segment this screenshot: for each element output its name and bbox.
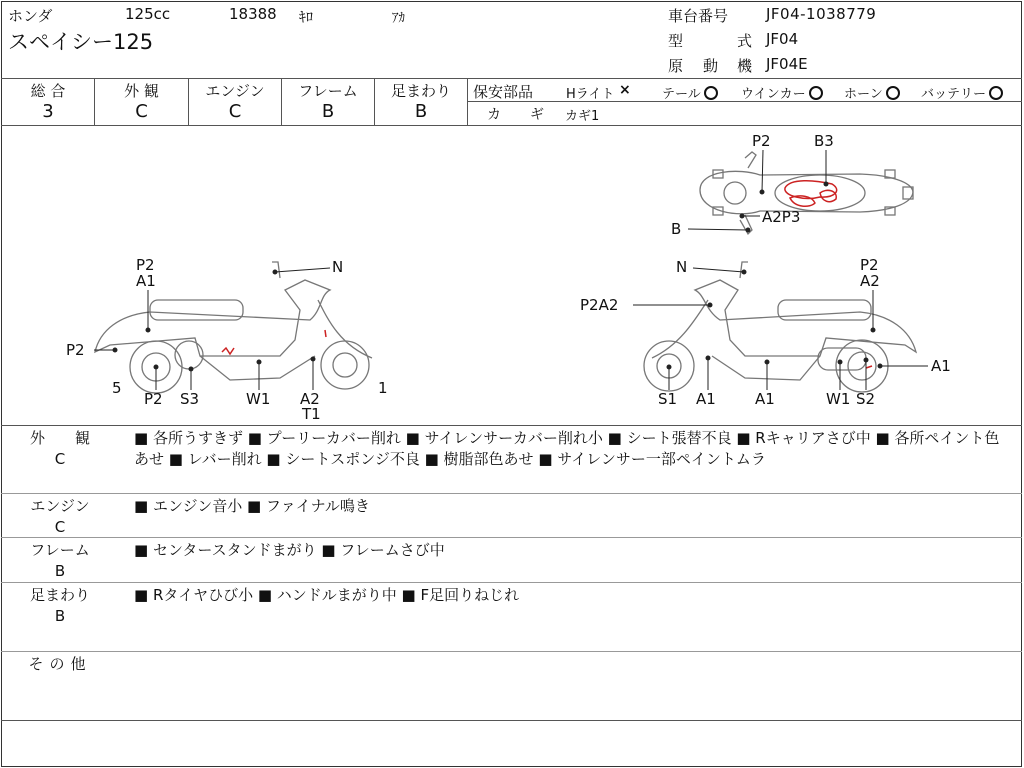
label-left-t1: T1 — [302, 405, 321, 423]
battery-status — [921, 83, 1003, 102]
winker-label: ウインカー — [741, 87, 806, 102]
key-label-a: カ — [487, 107, 501, 123]
rule — [1, 651, 1022, 652]
remark-text-exterior: ■ 各所うすきず ■ プーリーカバー削れ ■ サイレンサーカバー削れ小 ■ シート張替不良 ■ Rキャリアさび中 ■ 各所ペイント色あせ ■ レバー削れ ■ シートスポンジ不良 ■ 樹脂部色あせ ■ サイレンサー一部ペイントムラ — [134, 429, 1000, 468]
damage-diagram — [0, 126, 1022, 426]
mileage-unit: ｷﾛ — [299, 10, 313, 26]
rule — [1, 720, 1022, 721]
headlight-label: Hライト — [566, 87, 615, 102]
ok-circle-icon — [989, 86, 1003, 100]
damage-mark — [325, 330, 326, 337]
key-label-b: ギ — [530, 107, 544, 123]
engine-label-c: 機 — [737, 57, 753, 75]
ok-circle-icon — [704, 86, 718, 100]
label-left-p2-bottom: P2 — [144, 390, 163, 408]
winker-status — [741, 83, 823, 102]
displacement: 125cc — [125, 5, 171, 23]
label-right-p2: P2 — [860, 256, 879, 274]
rule — [1, 582, 1022, 583]
label-left-p2: P2 — [136, 256, 155, 274]
top-view-scooter — [700, 152, 913, 234]
remark-grade: B — [54, 562, 66, 580]
overall-label: 総 合 — [30, 82, 66, 100]
color: ｱｶ — [392, 11, 405, 26]
label-top-b: B — [671, 220, 682, 238]
suspension-grade: B — [414, 101, 428, 122]
ok-circle-icon — [809, 86, 823, 100]
engine-value: JF04E — [766, 55, 808, 73]
label-right-a2: A2 — [860, 272, 880, 290]
label-top-p2: P2 — [752, 132, 771, 150]
remark-cat-b: 観 — [75, 429, 91, 447]
label-left-p2-rear: P2 — [66, 341, 85, 359]
label-right-s1: S1 — [658, 390, 678, 408]
remark-category-frame — [22, 540, 98, 582]
frame-no: JF04-1038779 — [766, 5, 877, 23]
remark-category-engine — [22, 496, 98, 538]
damage-mark — [222, 348, 234, 354]
label-right-a1: A1 — [696, 390, 716, 408]
remark-category-other: その他 — [28, 655, 92, 673]
horn-label: ホーン — [844, 87, 883, 102]
label-left-5: 5 — [112, 379, 122, 397]
damage-mark — [866, 366, 872, 368]
label-left-n: N — [332, 258, 344, 276]
label-left-w1: W1 — [246, 390, 271, 408]
remark-cat-a: 外 — [29, 429, 45, 447]
label-right-n: N — [676, 258, 688, 276]
rule — [1, 493, 1022, 494]
remark-grade: C — [54, 518, 66, 536]
rule — [1, 537, 1022, 538]
label-right-a1-front: A1 — [931, 357, 951, 375]
label-top-a2p3: A2P3 — [762, 208, 801, 226]
engine-label-b: 動 — [703, 57, 719, 75]
remark-category-exterior — [22, 428, 98, 470]
mileage: 18388 — [229, 5, 277, 23]
remark-cat-a: 足まわり — [29, 586, 90, 604]
tail-label: テール — [662, 87, 701, 102]
remark-category-suspension — [22, 585, 98, 627]
horn-status — [844, 83, 900, 102]
remark-cat-a: フレーム — [30, 541, 90, 559]
exterior-label: 外 観 — [124, 82, 159, 100]
label-right-s2: S2 — [856, 390, 876, 408]
model-name: スペイシー125 — [8, 30, 154, 54]
type-label-b: 式 — [737, 32, 753, 50]
label-left-a1: A1 — [136, 272, 156, 290]
ok-circle-icon — [886, 86, 900, 100]
safety-label: 保安部品 — [473, 83, 534, 101]
remark-grade: C — [54, 450, 66, 468]
rule — [1, 425, 1022, 426]
headlight-mark: × — [619, 82, 631, 98]
rule — [1, 78, 1022, 79]
label-left-a2: A2 — [300, 390, 320, 408]
remark-text-suspension: ■ Rタイヤひび小 ■ ハンドルまがり中 ■ F足回りねじれ — [134, 586, 520, 604]
battery-label: バッテリー — [921, 87, 987, 102]
label-left-s3: S3 — [180, 390, 200, 408]
frame-no-label: 車台番号 — [668, 7, 729, 25]
remark-text-engine: ■ エンジン音小 ■ ファイナル鳴き — [134, 497, 370, 515]
leader-lines — [94, 150, 928, 390]
label-left-1: 1 — [378, 379, 388, 397]
key-value: カギ1 — [565, 109, 600, 124]
rule — [467, 78, 468, 125]
engine-grade: C — [228, 101, 242, 122]
type-value: JF04 — [766, 30, 799, 48]
suspension-grade-label: 足まわり — [390, 82, 451, 100]
label-right-a1-mid: A1 — [755, 390, 775, 408]
scooter-outlines — [95, 152, 916, 393]
label-right-w1: W1 — [826, 390, 851, 408]
remark-grade: B — [54, 607, 66, 625]
frame-grade: B — [321, 101, 335, 122]
label-top-b3: B3 — [814, 132, 834, 150]
label-right-p2a2: P2A2 — [580, 296, 619, 314]
remark-cat-a: エンジン — [30, 497, 90, 515]
type-label-a: 型 — [668, 32, 684, 50]
exterior-grade: C — [135, 101, 148, 122]
remark-text-frame: ■ センタースタンドまがり ■ フレームさび中 — [134, 541, 445, 559]
overall-grade: 3 — [42, 101, 54, 122]
frame-grade-label: フレーム — [298, 82, 358, 100]
engine-grade-label: エンジン — [205, 82, 265, 100]
engine-label-a: 原 — [668, 57, 684, 75]
maker: ホンダ — [8, 7, 53, 25]
tail-status — [662, 83, 718, 102]
